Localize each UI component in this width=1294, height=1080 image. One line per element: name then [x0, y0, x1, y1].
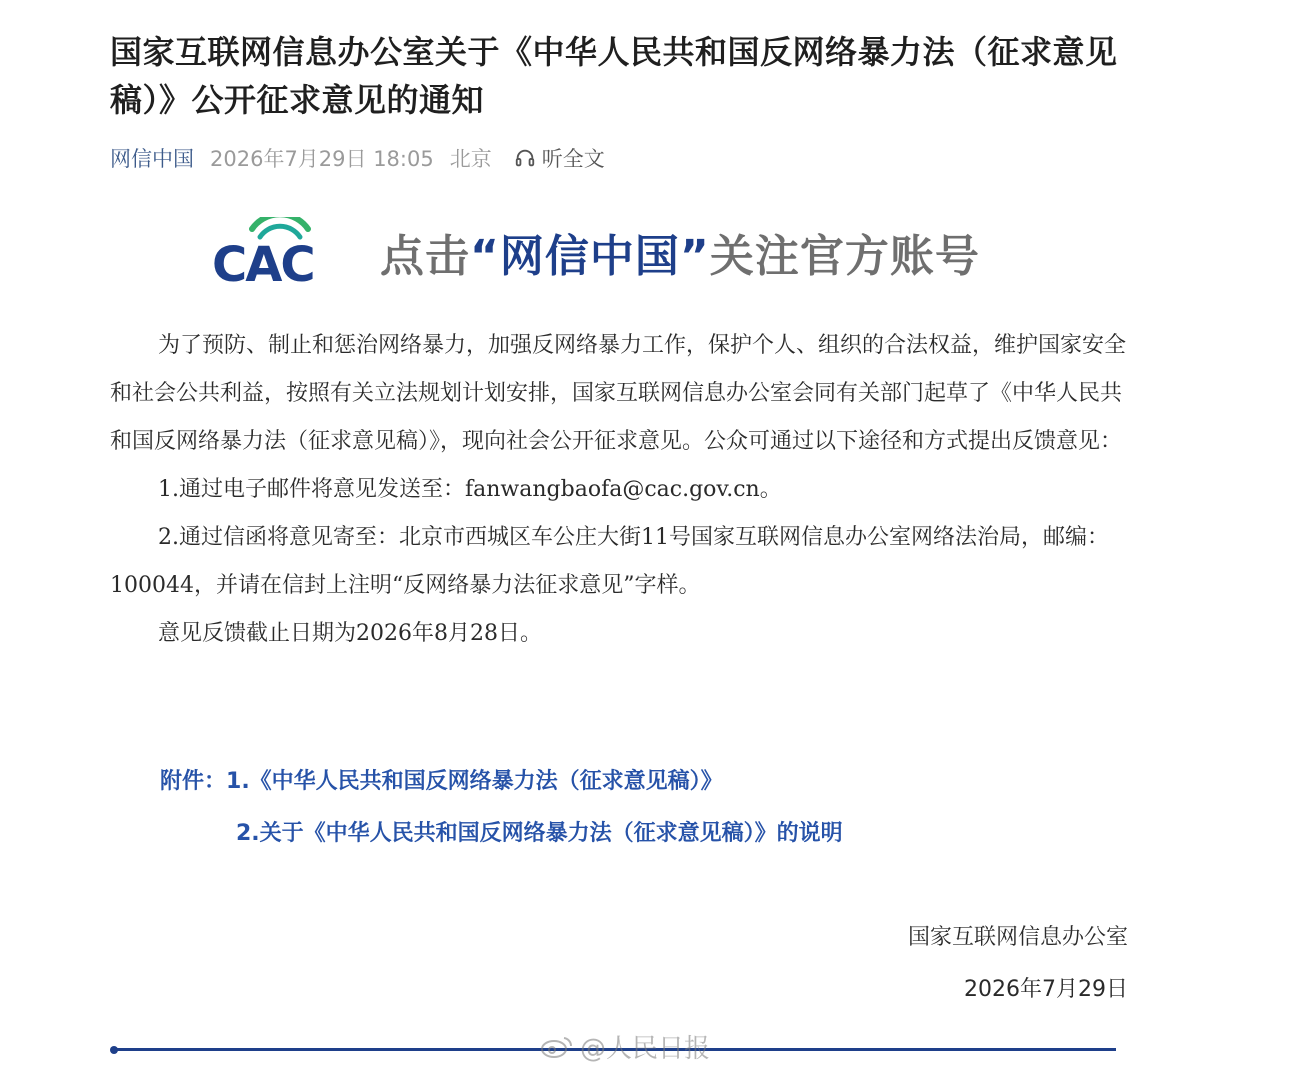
weibo-icon [540, 1034, 574, 1060]
listen-label: 听全文 [541, 147, 605, 171]
article-meta [110, 142, 605, 174]
paragraph-email: 1.通过电子邮件将意见发送至：fanwangbaofa@cac.gov.cn。 [158, 477, 782, 502]
banner-suffix: 关注官方账号 [709, 231, 980, 282]
banner-text [380, 220, 980, 284]
attachments-section [160, 756, 1140, 860]
weibo-watermark [540, 1028, 710, 1065]
attachment-link-explanation[interactable]: 2.关于《中华人民共和国反网络暴力法（征求意见稿）》的说明 [236, 821, 843, 846]
banner-prefix: 点击 [380, 231, 470, 282]
signature-date: 2026年7月29日 [964, 977, 1128, 1002]
banner-highlight: “网信中国” [470, 231, 710, 282]
listen-button[interactable] [514, 143, 605, 173]
headphones-icon [514, 147, 536, 169]
cac-logo [210, 217, 350, 287]
attachments-label: 附件： [160, 769, 227, 794]
watermark-text: @人民日报 [580, 1034, 711, 1064]
article-title: 国家互联网信息办公室关于《中华人民共和国反网络暴力法（征求意见稿）》公开征求意见的通知 [110, 33, 1118, 119]
paragraph-intro: 为了预防、制止和惩治网络暴力，加强反网络暴力工作，保护个人、组织的合法权益，维护国家安全和社会公共利益，按照有关立法规划计划安排，国家互联网信息办公室会同有关部门起草了《中华人民共和国反网络暴力法（征求意见稿）》，现向社会公开征求意见。公众可通过以下途径和方式提出反馈意见： [110, 333, 1127, 454]
article-body [110, 322, 1132, 658]
attachment-link-draft[interactable]: 1.《中华人民共和国反网络暴力法（征求意见稿）》 [226, 769, 723, 794]
follow-banner[interactable] [210, 212, 1040, 292]
cac-logo-text: CAC [212, 237, 314, 287]
attachment-row-2 [160, 808, 1140, 860]
article-source[interactable]: 网信中国 [110, 147, 194, 171]
paragraph-deadline: 意见反馈截止日期为2026年8月28日。 [158, 621, 542, 646]
attachment-row-1 [160, 756, 1140, 808]
signature-org: 国家互联网信息办公室 [907, 925, 1128, 950]
article-location: 北京 [449, 147, 492, 171]
article-datetime: 2026年7月29日 18:05 [210, 147, 434, 171]
signature-block [908, 912, 1128, 1016]
paragraph-mail: 2.通过信函将意见寄至：北京市西城区车公庄大街11号国家互联网信息办公室网络法治局，邮编：100044，并请在信封上注明“反网络暴力法征求意见”字样。 [110, 525, 1109, 598]
